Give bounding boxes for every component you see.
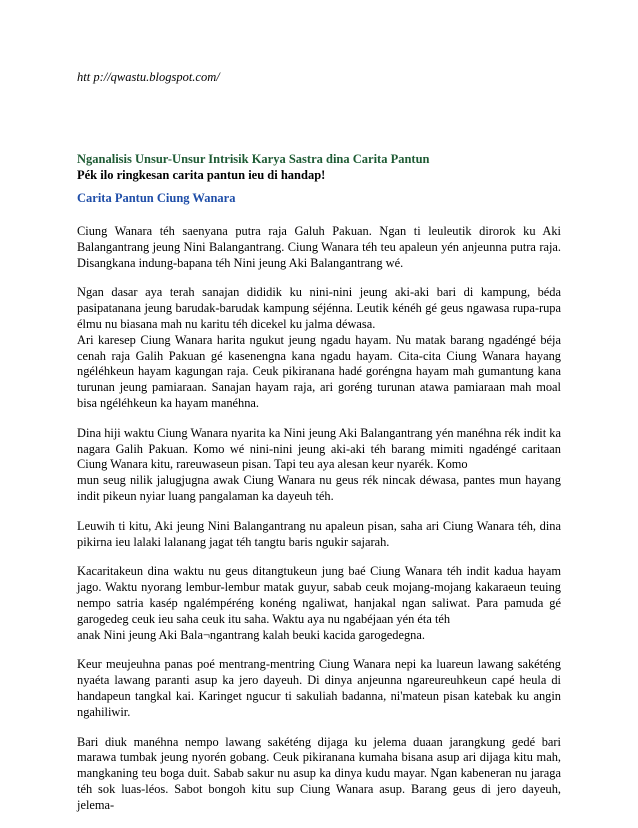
paragraph-7: Bari diuk manéhna nempo lawang sakéténg dijaga ku jelema duaan jarangkung gedé bari marawa tumbak jeung nyorén gobang. Ceuk pikiranana kumaha bisana asup ari dijaga kitu mah, mangkaning teu boga duit. Sabab sakur nu asup ka dinya kudu mayar. Ngan kabeneran nu jaraga téh sok luas-léos. Sabot bongoh kitu sup Ciung Wanara asup. Barang geus di jero dayeuh, jelema- bbox=[77, 734, 561, 812]
source-url: htt p://qwastu.blogspot.com/ bbox=[77, 70, 220, 84]
story-body bbox=[77, 224, 561, 828]
document-heading bbox=[77, 151, 561, 183]
document-title: Nganalisis Unsur-Unsur Intrisik Karya Sastra dina Carita Pantun bbox=[77, 152, 430, 166]
paragraph-5: Kacaritakeun dina waktu nu geus ditangtukeun jung baé Ciung Wanara téh indit kadua hayam jago. Waktu nyorang lembur-lembur matak guyur, sabab ceuk mojang-mojang kakaraeun teuing nempo satria kasép ngalémpéréng konéng ngaliwat, hanjakal ngan saliwat. Para pamuda gé garogedeg ceuk ieu saha ceuk itu saha. Waktu aya nu ngabéjaan yén éta téh anak Nini jeung Aki Bala¬ngantrang kalah beuki kacida garogedegna. bbox=[77, 564, 561, 642]
story-title: Carita Pantun Ciung Wanara bbox=[77, 191, 236, 205]
paragraph-3: Dina hiji waktu Ciung Wanara nyarita ka Nini jeung Aki Balangantrang yén manéhna rék indit ka nagara Galih Pakuan. Komo wé nini-nini jeung aki-aki téh barang mimiti ngadéngé caritaan Ciung Wanara kitu, rareuwaseun pisan. Tapi teu aya alesan keur nyarék. Komo mun seug nilik jalugjugna awak Ciung Wanara nu geus rék nincak déwasa, pantes mun hayang indit pikeun nyiar luang pangalaman ka dayeuh téh. bbox=[77, 425, 561, 503]
paragraph-1: Ciung Wanara téh saenyana putra raja Galuh Pakuan. Ngan ti leuleutik dirorok ku Aki Balangantrang jeung Nini Balangantrang. Ciung Wanara téh teu apaleun yén anjeunna putra raja. Disangkana indung-bapana téh Nini jeung Aki Balangantrang wé. bbox=[77, 224, 561, 270]
instruction-text: Pék ilo ringkesan carita pantun ieu di handap! bbox=[77, 168, 326, 182]
paragraph-4: Leuwih ti kitu, Aki jeung Nini Balangantrang nu apaleun pisan, saha ari Ciung Wanara téh, dina pikirna ieu lalaki lalanang jagat téh tangtu baris ngukir sajarah. bbox=[77, 518, 561, 549]
paragraph-6: Keur meujeuhna panas poé mentrang-mentring Ciung Wanara nepi ka luareun lawang sakéténg nyaéta lawang paranti asup ka jero dayeuh. Di dinya anjeunna ngareureuhkeun capé heula di handapeun tangkal kai. Karinget ngucur ti sakuliah badanna, ni'mateun pisan katebak ku angin ngahiliwir. bbox=[77, 657, 561, 719]
paragraph-2: Ngan dasar aya terah sanajan dididik ku nini-nini jeung aki-aki bari di kampung, béda pasipatanana jeung barudak-barudak kampung séjénna. Leutik kénéh gé geus ngawasa rupa-rupa élmu nu biasana mah nu karitu téh dicekel ku jalma déwasa. Ari karesep Ciung Wanara harita ngukut jeung ngadu hayam. Nu matak barang ngadéngé béja cenah raja Galih Pakuan gé kasenengna kana ngadu hayam. Cita-cita Ciung Wanara hayang ngéléhkeun hayam kagungan raja. Ceuk pikiranana hadé goréngna hayam mah gumantung kana turunan jeung pamiaraan. Sanajan hayam raja, ari goréng turunan atawa pamiaraan mah moal bisa ngéléhkeun ka hayam manéhna. bbox=[77, 285, 561, 410]
